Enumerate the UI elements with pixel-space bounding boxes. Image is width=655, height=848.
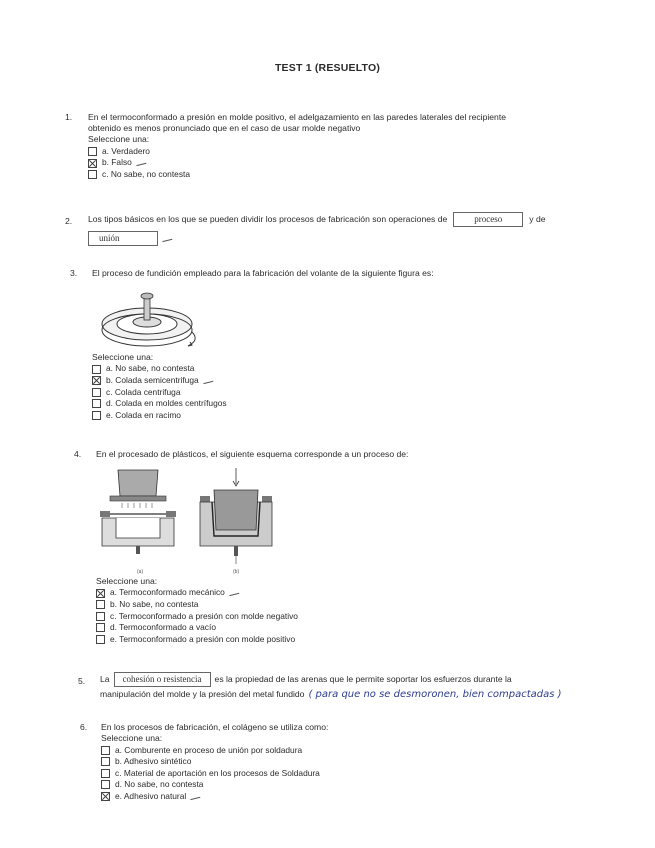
checkbox[interactable]	[92, 411, 101, 420]
option-label: c. Colada centrifuga	[106, 386, 181, 397]
option-c[interactable]	[96, 610, 416, 622]
option-a[interactable]	[88, 146, 608, 158]
correct-mark-icon	[190, 793, 201, 799]
checkbox-checked[interactable]	[96, 589, 105, 598]
question-text: obtenido es menos pronunciado que en el caso de usar molde negativo	[88, 123, 361, 134]
question-6	[101, 722, 501, 802]
option-e[interactable]	[101, 791, 501, 803]
option-e[interactable]	[92, 410, 392, 422]
fill-answer-2[interactable]: unión	[88, 231, 158, 246]
question-3	[92, 268, 592, 279]
question-text: En los procesos de fabricación, el colágeno se utiliza como:	[101, 722, 329, 732]
question-number: 6.	[80, 722, 88, 732]
checkbox[interactable]	[92, 399, 101, 408]
option-d[interactable]	[96, 622, 416, 634]
option-label: d. Termoconformado a vacío	[110, 622, 216, 633]
figure-label-b: (b)	[233, 569, 240, 575]
handwritten-note: ( para que no se desmoronen, bien compactadas )	[308, 689, 562, 701]
checkbox[interactable]	[96, 635, 105, 644]
option-b[interactable]	[96, 599, 416, 611]
checkbox[interactable]	[88, 170, 97, 179]
checkbox[interactable]	[101, 757, 110, 766]
option-label: c. Termoconformado a presión con molde negativo	[110, 610, 298, 621]
option-c[interactable]	[88, 169, 608, 181]
option-b[interactable]	[88, 157, 608, 169]
option-label: b. Falso	[102, 157, 132, 168]
fill-answer[interactable]: cohesión o resistencia	[114, 672, 211, 687]
checkbox[interactable]	[96, 623, 105, 632]
page-title: TEST 1 (RESUELTO)	[274, 62, 381, 74]
question-number: 5.	[78, 676, 86, 686]
question-number: 2.	[65, 216, 73, 226]
question-3-options	[92, 352, 392, 421]
figure-label-a: (a)	[137, 569, 144, 575]
checkbox[interactable]	[92, 388, 101, 397]
option-label: e. Termoconformado a presión con molde positivo	[110, 633, 296, 644]
option-label: c. Material de aportación en los procesos de Soldadura	[115, 767, 320, 778]
question-1	[88, 112, 608, 180]
option-label: d. No sabe, no contesta	[115, 779, 204, 790]
option-label: b. Adhesivo sintético	[115, 756, 192, 767]
select-prompt: Seleccione una:	[88, 134, 150, 145]
fill-answer-1[interactable]: proceso	[453, 212, 523, 227]
option-e[interactable]	[96, 634, 416, 646]
correct-mark-icon	[202, 377, 213, 383]
option-label: d. Colada en moldes centrífugos	[106, 398, 227, 409]
checkbox-checked[interactable]	[92, 376, 101, 385]
option-label: e. Colada en racimo	[106, 409, 181, 420]
checkbox[interactable]	[96, 612, 105, 621]
option-label: a. Verdadero	[102, 145, 150, 156]
question-text: En el termoconformado a presión en molde positivo, el adelgazamiento en las paredes laterales del recipiente	[88, 112, 506, 122]
option-label: a. Termoconformado mecánico	[110, 587, 225, 598]
checkbox-checked[interactable]	[101, 792, 110, 801]
question-text: La	[100, 674, 110, 684]
question-5	[100, 672, 620, 700]
checkbox[interactable]	[88, 147, 97, 156]
question-text: es la propiedad de las arenas que le permite soportar los esfuerzos durante la	[214, 674, 512, 684]
checkbox[interactable]	[101, 769, 110, 778]
question-4-options	[96, 576, 416, 645]
question-text: Los tipos básicos en los que se pueden dividir los procesos de fabricación son operaciones de	[88, 214, 448, 224]
question-number: 3.	[70, 268, 78, 278]
question-4	[96, 449, 596, 460]
correct-mark-icon	[228, 590, 239, 596]
checkbox[interactable]	[96, 600, 105, 609]
option-b[interactable]	[92, 375, 392, 387]
option-b[interactable]	[101, 756, 501, 768]
option-d[interactable]	[101, 779, 501, 791]
option-a[interactable]	[96, 587, 416, 599]
thermoforming-diagram	[96, 466, 276, 570]
option-label: b. Colada semicentrifuga	[106, 374, 199, 385]
correct-mark-icon	[135, 160, 146, 166]
correct-mark-icon	[162, 236, 173, 242]
question-text: En el procesado de plásticos, el siguiente esquema corresponde a un proceso de:	[96, 449, 409, 459]
connector-text: y de	[529, 214, 546, 224]
question-text: manipulación del molde y la presión del metal fundido	[100, 689, 305, 700]
option-c[interactable]	[101, 768, 501, 780]
checkbox[interactable]	[92, 365, 101, 374]
select-prompt: Seleccione una:	[101, 733, 163, 744]
option-a[interactable]	[92, 363, 392, 375]
checkbox[interactable]	[101, 746, 110, 755]
question-number: 4.	[74, 449, 82, 459]
select-prompt: Seleccione una:	[96, 576, 158, 586]
question-2	[88, 212, 608, 246]
option-label: c. No sabe, no contesta	[102, 168, 190, 179]
question-number: 1.	[65, 112, 73, 122]
option-a[interactable]	[101, 744, 501, 756]
option-c[interactable]	[92, 386, 392, 398]
question-text: El proceso de fundición empleado para la fabricación del volante de la siguiente figura es:	[92, 268, 434, 278]
flywheel-figure	[92, 282, 202, 352]
select-prompt: Seleccione una:	[92, 352, 154, 362]
option-label: a. No sabe, no contesta	[106, 363, 195, 374]
option-d[interactable]	[92, 398, 392, 410]
option-label: e. Adhesivo natural	[115, 790, 187, 801]
checkbox-checked[interactable]	[88, 159, 97, 168]
checkbox[interactable]	[101, 780, 110, 789]
option-label: b. No sabe, no contesta	[110, 598, 199, 609]
option-label: a. Comburente en proceso de unión por soldadura	[115, 744, 303, 755]
